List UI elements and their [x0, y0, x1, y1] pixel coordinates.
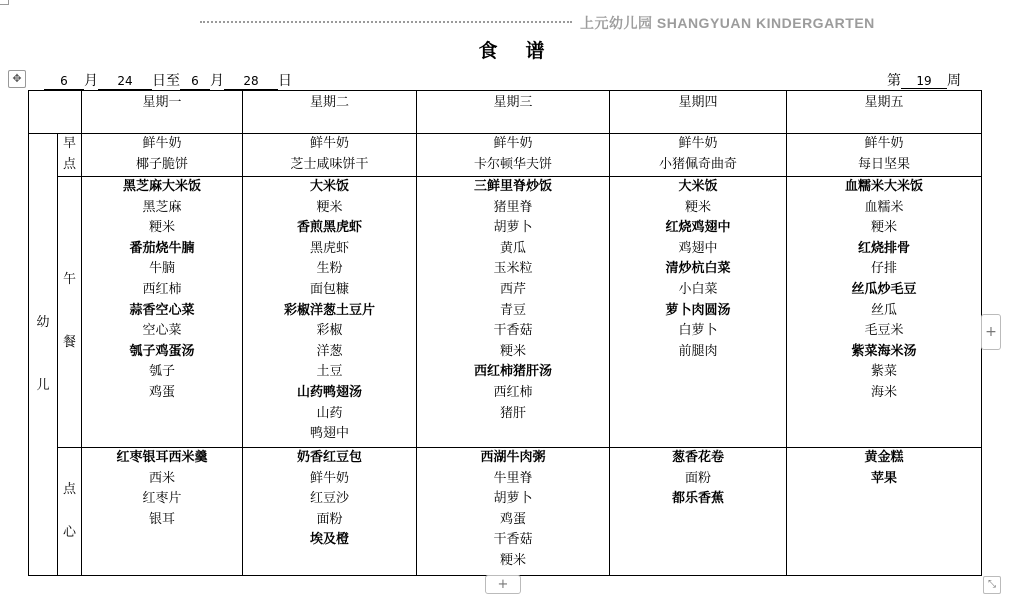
header-dotted-rule [200, 21, 572, 23]
dish-name: 紫菜海米汤 [851, 343, 917, 359]
dish-name: 埃及橙 [309, 532, 349, 548]
menu-cell-lunch-day1[interactable] [82, 177, 243, 448]
ingredient: 毛豆米 [864, 323, 904, 339]
dish-name: 大米饭 [309, 179, 349, 194]
ingredient: 西红柿 [493, 384, 533, 400]
meal-label-snack [58, 448, 82, 576]
ingredient: 小猪佩奇曲奇 [658, 156, 737, 172]
dish-name: 瓠子鸡蛋汤 [129, 343, 195, 359]
dish-name: 山药鸭翅汤 [296, 384, 362, 400]
meal-row-snack [29, 448, 982, 576]
menu-cell-breakfast-day5[interactable] [787, 134, 982, 177]
dish-name: 丝瓜炒毛豆 [851, 281, 917, 297]
ingredient: 彩椒 [316, 323, 343, 339]
dish-name: 血糯米大米饭 [844, 179, 923, 194]
dish-name: 西湖牛肉粥 [480, 450, 546, 465]
ingredient: 干香菇 [493, 323, 533, 339]
ingredient: 面包糠 [309, 281, 349, 297]
dish-name: 葱香花卷 [671, 450, 724, 465]
end-day: 28 [224, 73, 278, 90]
meal-label-char: 心 [62, 524, 76, 540]
meal-label-breakfast [58, 134, 82, 177]
ingredient: 芝士咸味饼干 [290, 156, 369, 172]
dish-name: 都乐香蕉 [671, 491, 724, 507]
ingredient: 丝瓜 [870, 302, 897, 318]
dish-name: 红枣银耳西米羹 [116, 450, 208, 465]
meal-label-char: 点 [62, 157, 76, 172]
header-corner-cell [29, 91, 82, 134]
week-number [887, 70, 961, 90]
menu-cell-lunch-day2[interactable] [243, 177, 417, 448]
ingredient: 红豆沙 [309, 491, 349, 507]
day-label: 日 [278, 73, 292, 89]
ingredient: 牛里脊 [493, 470, 533, 486]
dish-name: 黄金糕 [864, 450, 904, 465]
menu-table [28, 90, 982, 576]
page-title [0, 36, 1023, 63]
week-value: 19 [901, 74, 947, 89]
ingredient: 仔排 [870, 261, 897, 277]
end-month: 6 [180, 73, 210, 90]
menu-cell-snack-day4[interactable] [610, 448, 787, 576]
dish-name: 大米饭 [678, 179, 718, 194]
dish-name: 三鲜里脊炒饭 [473, 179, 552, 194]
ingredient: 干香菇 [493, 532, 533, 548]
dish-name: 彩椒洋葱土豆片 [283, 302, 375, 318]
menu-cell-lunch-day5[interactable] [787, 177, 982, 448]
date-range [44, 70, 292, 90]
start-day: 24 [98, 73, 152, 90]
meal-row-lunch [29, 177, 982, 448]
add-row-button[interactable]: + [485, 575, 521, 594]
ingredient: 鲜牛奶 [142, 136, 182, 151]
meal-label-lunch [58, 177, 82, 448]
ingredient: 瓠子 [148, 364, 175, 380]
dish-name: 红烧排骨 [857, 240, 910, 256]
ingredient: 黑虎虾 [309, 240, 349, 256]
ingredient: 猪里脊 [493, 199, 533, 215]
day-header-wed: 星期三 [417, 91, 610, 134]
meal-row-breakfast [29, 134, 982, 177]
add-column-button[interactable]: + [981, 314, 1001, 350]
ingredient: 鲜牛奶 [309, 136, 349, 151]
dish-name: 番茄烧牛腩 [129, 240, 195, 256]
menu-cell-snack-day3[interactable] [417, 448, 610, 576]
dish-name: 萝卜肉圆汤 [665, 302, 731, 318]
day-header-tue: 星期二 [243, 91, 417, 134]
ingredient: 牛腩 [148, 261, 175, 277]
ingredient: 粳米 [684, 199, 711, 215]
dish-name: 清炒杭白菜 [665, 261, 731, 277]
menu-cell-snack-day2[interactable] [243, 448, 417, 576]
day-header-row [29, 91, 982, 134]
ingredient: 鸡蛋 [499, 511, 526, 527]
start-month: 6 [44, 73, 84, 90]
day-header-thu: 星期四 [610, 91, 787, 134]
ingredient: 胡萝卜 [493, 220, 533, 236]
ingredient: 鲜牛奶 [309, 470, 349, 486]
ingredient: 青豆 [499, 302, 526, 318]
menu-cell-snack-day5[interactable] [787, 448, 982, 576]
week-suffix: 周 [947, 73, 961, 89]
ingredient: 鸭翅中 [309, 426, 349, 442]
week-prefix: 第 [887, 73, 901, 89]
ingredient: 面粉 [316, 511, 343, 527]
ingredient: 小白菜 [678, 281, 718, 297]
ingredient: 空心菜 [142, 323, 182, 339]
ingredient: 生粉 [316, 261, 343, 277]
menu-cell-breakfast-day2[interactable] [243, 134, 417, 177]
ingredient: 玉米粒 [493, 261, 533, 277]
month-label-2: 月 [210, 73, 224, 89]
day-header-mon: 星期一 [82, 91, 243, 134]
ingredient: 椰子脆饼 [135, 156, 188, 172]
ingredient: 红枣片 [142, 491, 182, 507]
meal-label-char: 午 [62, 272, 76, 288]
ingredient: 紫菜 [870, 364, 897, 380]
menu-cell-breakfast-day3[interactable] [417, 134, 610, 177]
dish-name: 苹果 [870, 470, 897, 486]
menu-cell-snack-day1[interactable] [82, 448, 243, 576]
ingredient: 鸡蛋 [148, 384, 175, 400]
dish-name: 红烧鸡翅中 [665, 220, 731, 236]
ingredient: 鸡翅中 [678, 240, 718, 256]
title-char-1: 食 [478, 40, 498, 62]
page-corner-mark [0, 0, 9, 5]
ingredient: 黄瓜 [499, 240, 526, 256]
meal-label-char: 餐 [62, 335, 76, 350]
ingredient: 西米 [148, 470, 175, 486]
ingredient: 土豆 [316, 364, 343, 380]
ingredient: 鲜牛奶 [864, 136, 904, 151]
table-resize-icon[interactable]: ⤡ [983, 576, 1001, 594]
ingredient: 血糯米 [864, 199, 904, 215]
ingredient: 海米 [870, 384, 897, 400]
title-char-2: 谱 [525, 40, 545, 62]
dish-name: 黑芝麻大米饭 [122, 179, 201, 194]
meal-label-char: 早 [62, 136, 76, 152]
ingredient: 粳米 [148, 220, 175, 236]
ingredient: 猪肝 [499, 405, 526, 421]
ingredient: 黑芝麻 [142, 199, 182, 215]
ingredient: 山药 [316, 405, 343, 421]
menu-cell-breakfast-day4[interactable] [610, 134, 787, 177]
kindergarten-brand: 上元幼儿园 SHANGYUAN KINDERGARTEN [580, 15, 875, 31]
section-label-char: 儿 [36, 377, 50, 393]
table-move-handle-icon[interactable]: ✥ [8, 70, 26, 88]
ingredient: 粳米 [499, 552, 526, 568]
ingredient: 银耳 [148, 511, 175, 527]
meal-label-char: 点 [62, 481, 76, 497]
ingredient: 每日坚果 [857, 156, 910, 172]
month-label-1: 月 [84, 73, 98, 89]
menu-cell-lunch-day3[interactable] [417, 177, 610, 448]
ingredient: 洋葱 [316, 343, 343, 359]
ingredient: 西芹 [499, 281, 526, 297]
ingredient: 鲜牛奶 [493, 136, 533, 151]
dish-name: 奶香红豆包 [296, 450, 362, 465]
ingredient: 胡萝卜 [493, 491, 533, 507]
menu-cell-lunch-day4[interactable] [610, 177, 787, 448]
ingredient: 西红柿 [142, 281, 182, 297]
ingredient: 卡尔顿华夫饼 [473, 156, 552, 172]
day-to-label: 日至 [152, 73, 180, 89]
ingredient: 白萝卜 [678, 323, 718, 339]
ingredient: 面粉 [684, 470, 711, 486]
ingredient: 前腿肉 [678, 343, 718, 359]
section-label-child [29, 134, 58, 576]
dish-name: 香煎黑虎虾 [296, 220, 362, 236]
ingredient: 粳米 [870, 220, 897, 236]
ingredient: 鲜牛奶 [678, 136, 718, 151]
ingredient: 粳米 [499, 343, 526, 359]
ingredient: 粳米 [316, 199, 343, 215]
menu-cell-breakfast-day1[interactable] [82, 134, 243, 177]
day-header-fri: 星期五 [787, 91, 982, 134]
dish-name: 蒜香空心菜 [129, 302, 195, 318]
section-label-char: 幼 [36, 314, 50, 330]
dish-name: 西红柿猪肝汤 [473, 364, 552, 380]
